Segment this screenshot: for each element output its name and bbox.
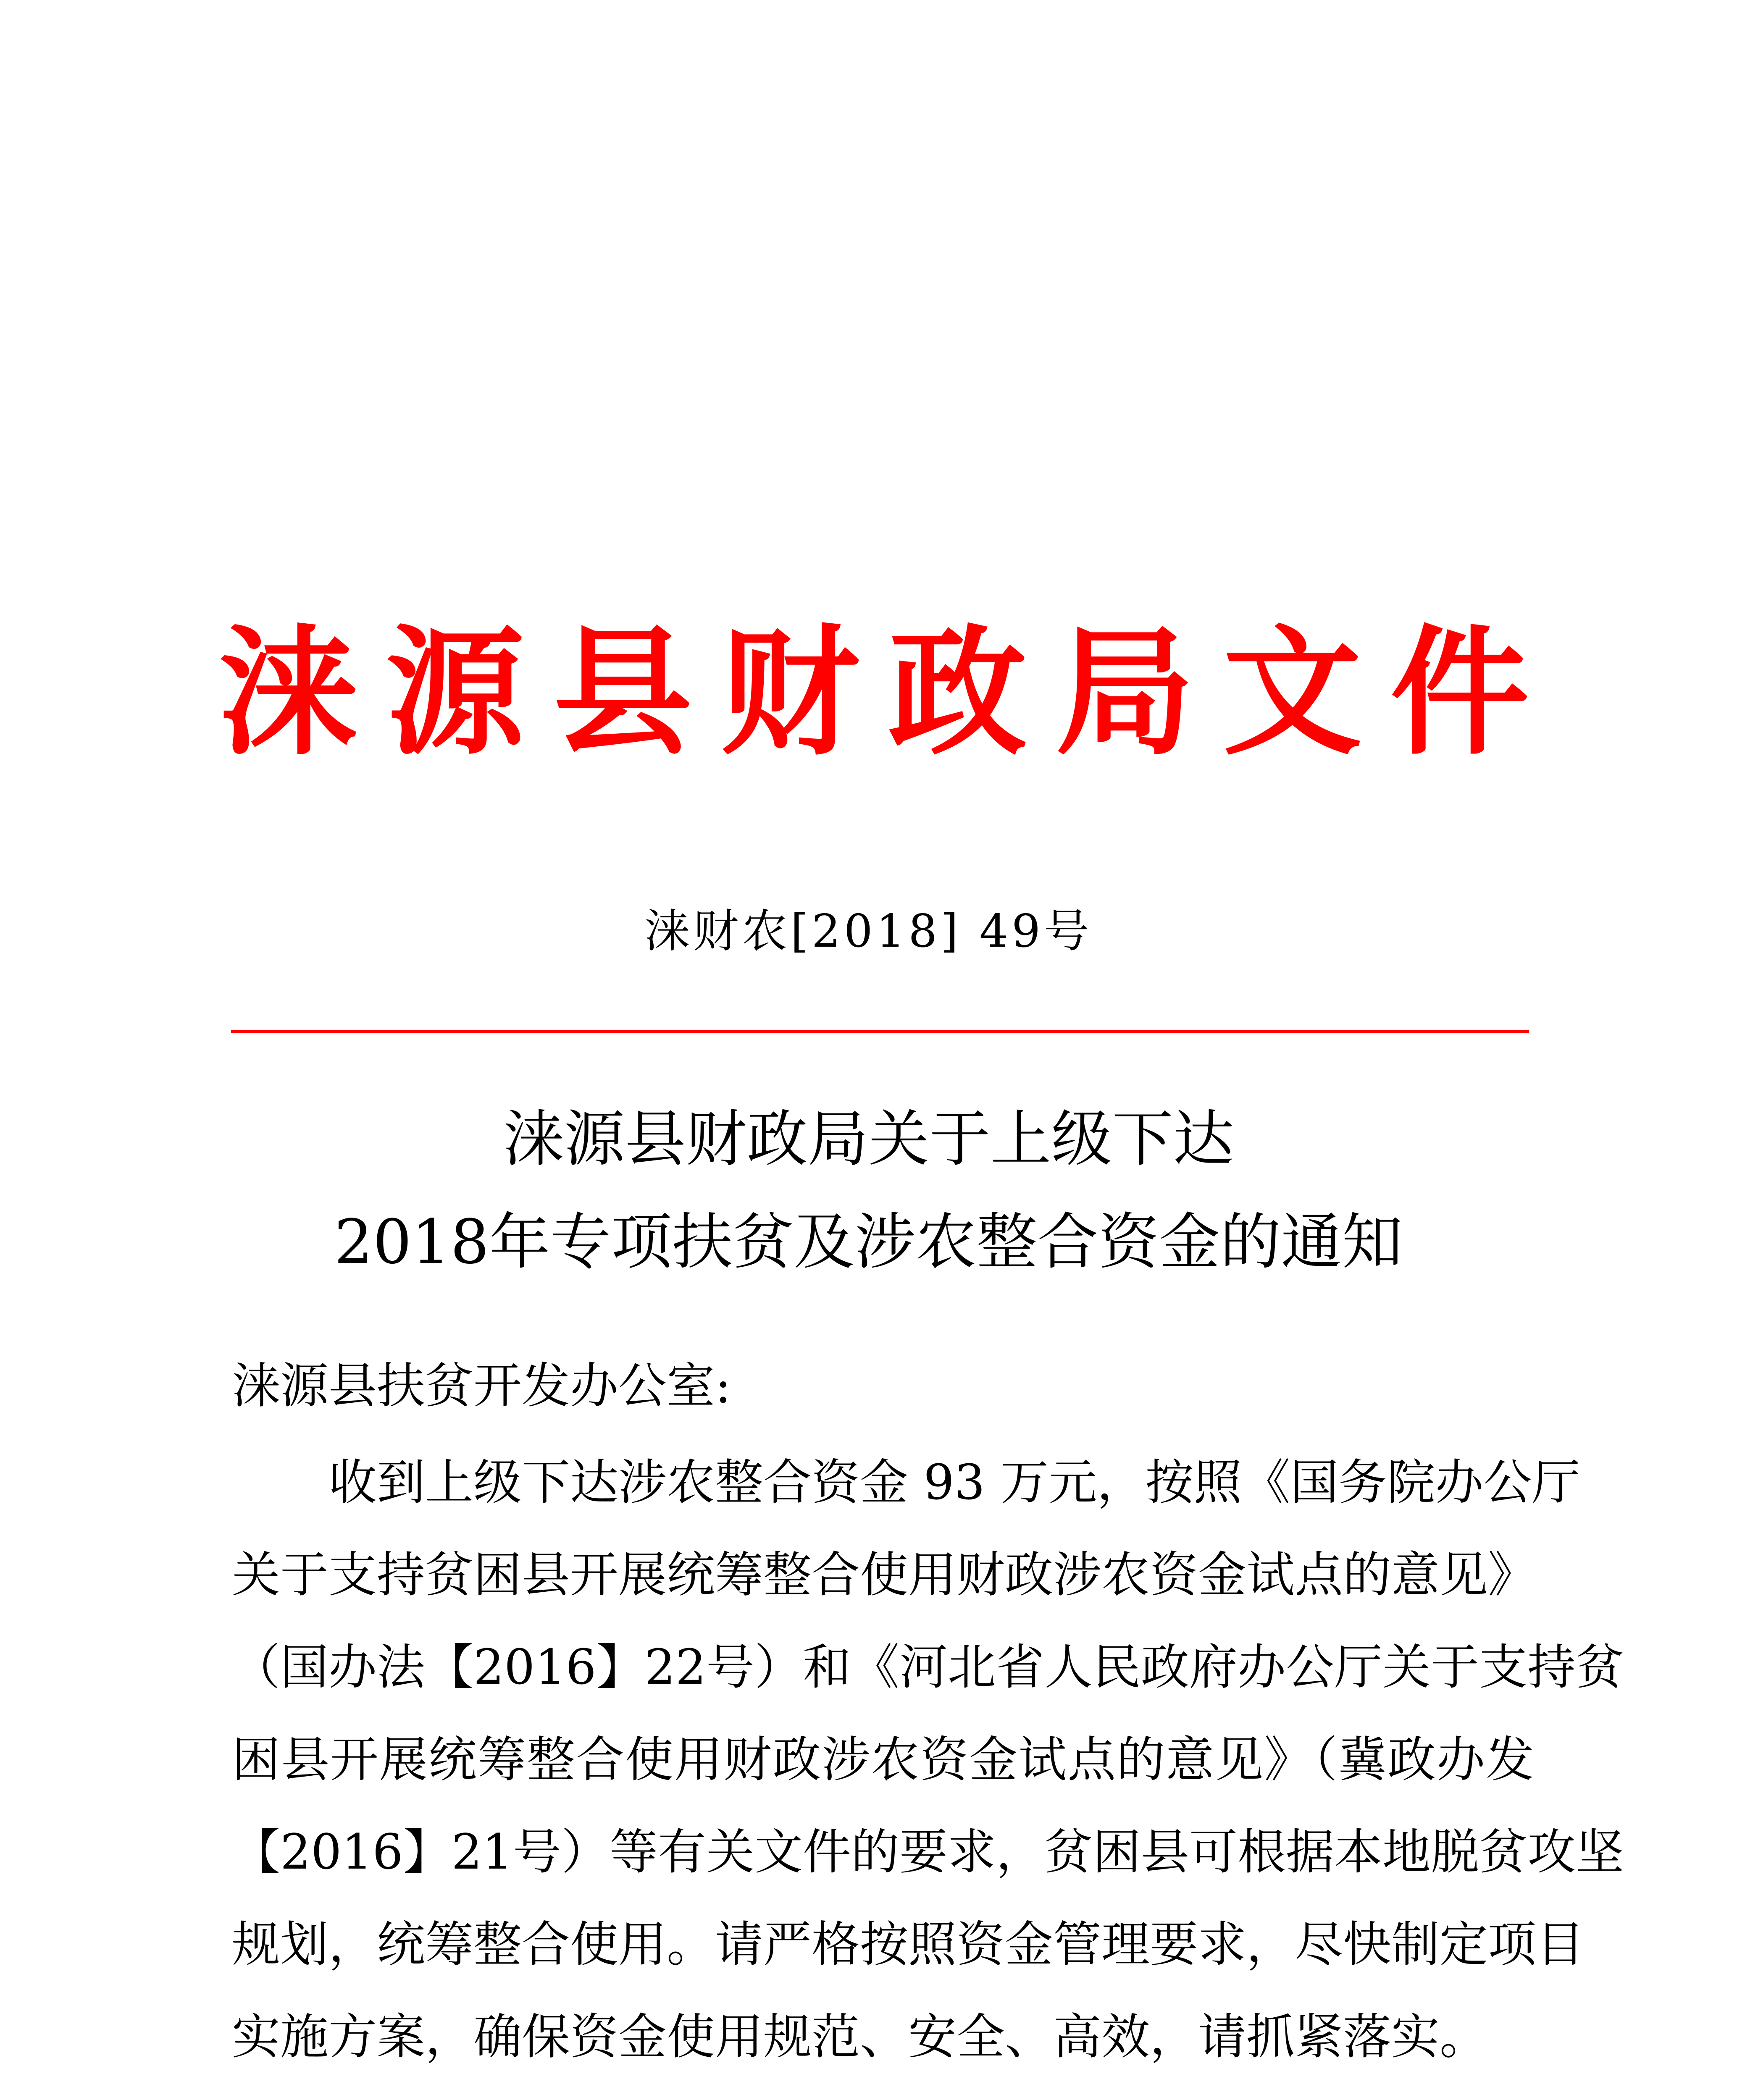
body-line: 【2016】21号）等有关文件的要求，贫困县可根据本地脱贫攻坚 — [232, 1824, 1624, 1880]
letterhead-char: 县 — [553, 612, 692, 774]
document-title — [0, 1088, 1737, 1294]
body-paragraph — [232, 1436, 1624, 2083]
letterhead-char: 涞 — [218, 612, 357, 774]
letterhead-char: 件 — [1390, 612, 1529, 774]
letterhead-char: 局 — [1055, 612, 1194, 774]
letterhead-char: 政 — [888, 612, 1027, 774]
letterhead-char: 文 — [1223, 612, 1362, 774]
body-line: （国办法【2016】22号）和《河北省人民政府办公厅关于支持贫 — [232, 1639, 1624, 1696]
letterhead-char: 财 — [720, 612, 859, 774]
title-line-1: 涞源县财政局关于上级下达 — [503, 1104, 1234, 1175]
body-line: 收到上级下达涉农整合资金 93 万元，按照《国务院办公厅 — [328, 1454, 1580, 1511]
body-line: 规划，统筹整合使用。请严格按照资金管理要求，尽快制定项目 — [232, 1916, 1585, 1973]
red-divider-line — [231, 1030, 1529, 1033]
body-line: 困县开展统筹整合使用财政涉农资金试点的意见》（冀政办发 — [232, 1732, 1534, 1788]
salutation: 涞源县扶贫开发办公室: — [232, 1358, 731, 1414]
document-number: 涞财农[2018] 49号 — [644, 905, 1093, 958]
title-line-2: 2018年专项扶贫及涉农整合资金的通知 — [334, 1207, 1403, 1278]
letterhead-char: 源 — [386, 612, 525, 774]
body-line: 实施方案，确保资金使用规范、安全、高效，请抓紧落实。 — [232, 2009, 1488, 2065]
red-letterhead — [218, 605, 1529, 781]
body-line: 关于支持贫困县开展统筹整合使用财政涉农资金试点的意见》 — [232, 1547, 1537, 1603]
